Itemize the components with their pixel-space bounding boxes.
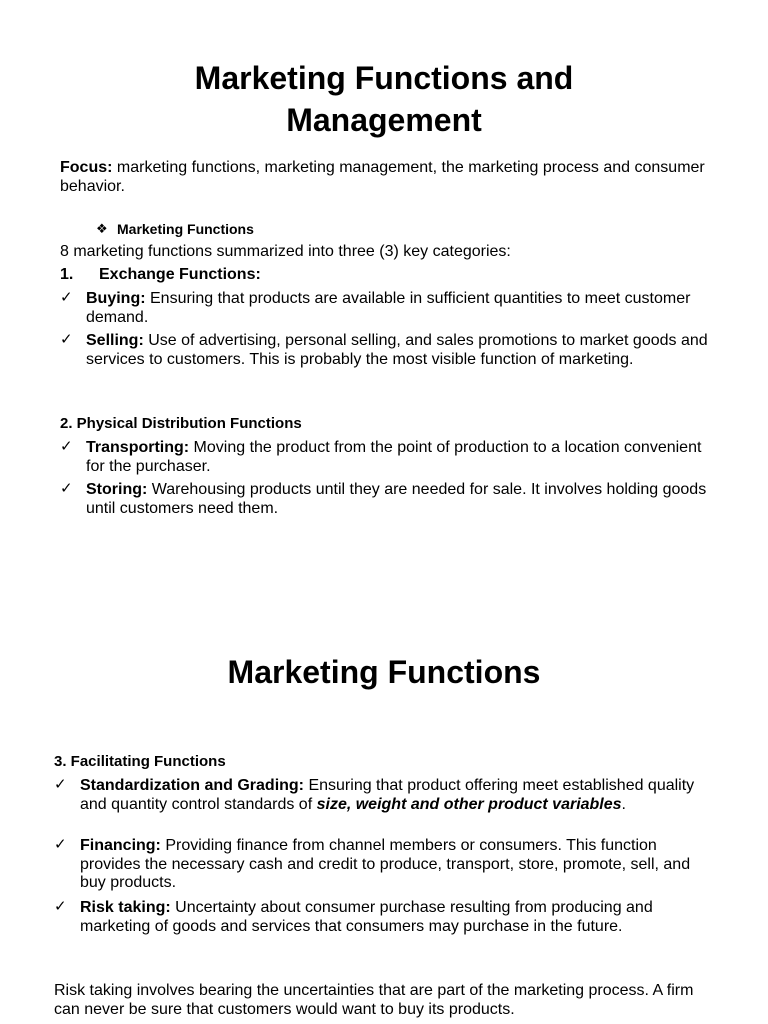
item-term: Transporting: bbox=[86, 439, 190, 456]
cat3-label: 3. Facilitating Functions bbox=[54, 753, 226, 770]
slide-1-title bbox=[0, 57, 768, 141]
check-icon: ✓ bbox=[60, 438, 73, 455]
item-text: Ensuring that product offering meet established quality and quantity control standards of bbox=[80, 777, 695, 813]
check-icon: ✓ bbox=[54, 898, 67, 915]
cat1-number: 1. bbox=[60, 266, 74, 283]
focus-paragraph bbox=[60, 159, 720, 196]
title-line-2: Management bbox=[286, 102, 482, 138]
cat3-item-standardization bbox=[80, 777, 720, 814]
item-text: Use of advertising, personal selling, and sales promotions to market goods and services to customers. This is probably the most visible function of marketing. bbox=[86, 332, 708, 368]
item-term: Risk taking: bbox=[80, 899, 171, 916]
focus-text: marketing functions, marketing management, the marketing process and consumer behavior. bbox=[60, 159, 705, 195]
cat1-label: Exchange Functions: bbox=[99, 266, 261, 283]
slide-2-title: Marketing Functions bbox=[227, 654, 541, 690]
item-text: Uncertainty about consumer purchase resulting from producing and marketing of goods and services that consumers may purchase in the future. bbox=[80, 899, 653, 935]
check-icon: ✓ bbox=[54, 776, 67, 793]
item-term: Standardization and Grading: bbox=[80, 777, 305, 794]
title-line-1: Marketing Functions and bbox=[194, 60, 574, 96]
cat3-item-financing bbox=[80, 837, 720, 893]
item-end: . bbox=[621, 795, 626, 813]
section-heading: Marketing Functions bbox=[117, 221, 254, 237]
item-text: Ensuring that products are available in sufficient quantities to meet customer demand. bbox=[86, 290, 691, 326]
item-term: Buying: bbox=[86, 290, 146, 307]
check-icon: ✓ bbox=[60, 289, 73, 306]
item-term: Selling: bbox=[86, 332, 144, 349]
item-emphasis: size, weight and other product variables bbox=[316, 795, 622, 813]
cat2-item-storing bbox=[86, 481, 716, 518]
check-icon: ✓ bbox=[54, 836, 67, 853]
check-icon: ✓ bbox=[60, 331, 73, 348]
item-term: Storing: bbox=[86, 481, 148, 498]
cat1-item-selling bbox=[86, 332, 716, 369]
intro-text: 8 marketing functions summarized into three (3) key categories: bbox=[60, 243, 511, 260]
check-icon: ✓ bbox=[60, 480, 73, 497]
cat2-item-transporting bbox=[86, 439, 716, 476]
item-text: Warehousing products until they are needed for sale. It involves holding goods until customers need them. bbox=[86, 481, 707, 517]
diamond-bullet-icon: ❖ bbox=[96, 221, 108, 236]
cat3-item-risk-taking bbox=[80, 899, 720, 936]
cat2-label: 2. Physical Distribution Functions bbox=[60, 415, 302, 432]
item-term: Financing: bbox=[80, 837, 161, 854]
item-text: Providing finance from channel members or consumers. This function provides the necessary cash and credit to produce, transport, store, promote, sell, and buy products. bbox=[80, 837, 691, 891]
closing-paragraph: Risk taking involves bearing the uncertainties that are part of the marketing process. A firm can never be sure that customers would want to buy its products. bbox=[54, 982, 694, 1018]
focus-label: Focus: bbox=[60, 159, 113, 176]
item-text: Moving the product from the point of production to a location convenient for the purchaser. bbox=[86, 439, 702, 475]
cat1-item-buying bbox=[86, 290, 716, 327]
